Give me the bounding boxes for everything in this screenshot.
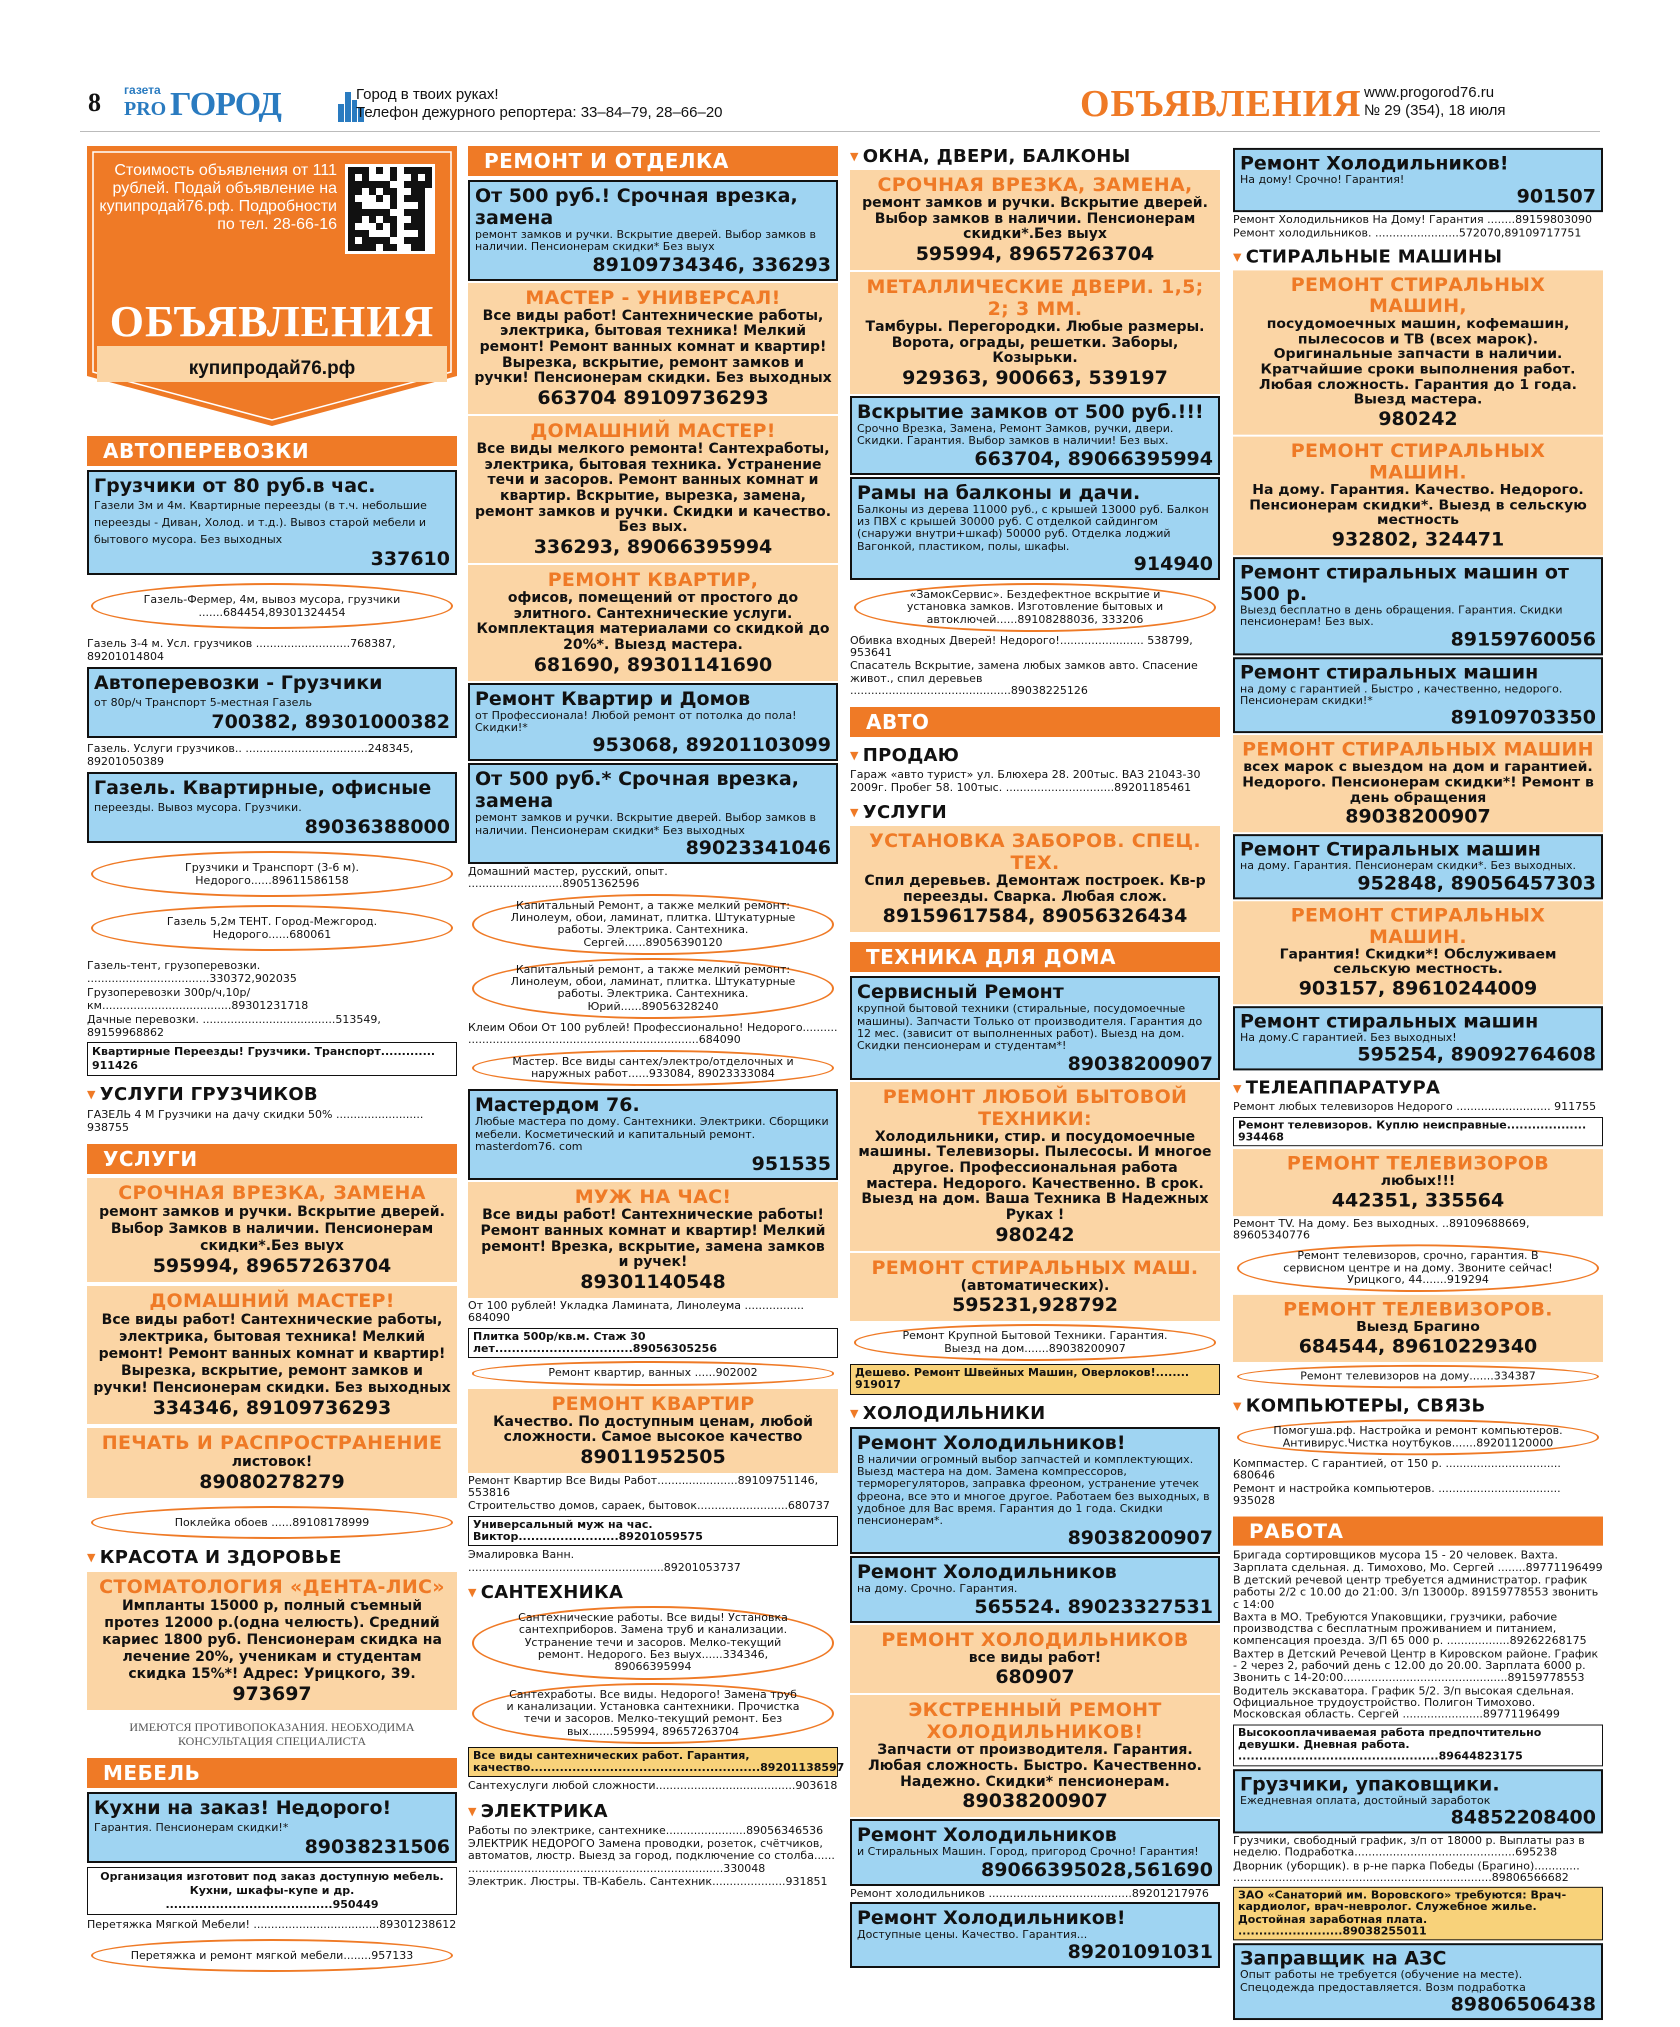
- logo-gorod-text: ГОРОД: [170, 86, 281, 123]
- ad-text: Все виды мелкого ремонта! Сантехработы, электрика, бытовая техника. Устранение течи и засоров. Ремонт ванных комнат и квартир. Вскрытие, вырезка, замена, ремонт замков и ручки. Скидки и качество. Без вых.: [474, 440, 832, 536]
- ad-heading: РЕМОНТ ТЕЛЕВИЗОРОВ.: [1283, 1299, 1553, 1321]
- ad-phone: 901507: [1516, 186, 1596, 208]
- ad-heading: РЕМОНТ СТИРАЛЬНЫХ МАШ.: [871, 1256, 1199, 1279]
- ad-phone: 337610: [370, 548, 450, 570]
- ad-phone: 89038200907: [1067, 1527, 1213, 1550]
- ad-line: Строительство домов, сараек, бытовок..........................680737: [468, 1499, 830, 1513]
- subsection-header: ▼ КОМПЬЮТЕРЫ, СВЯЗЬ: [1233, 1396, 1603, 1416]
- ad-line: Водитель экскаватора. График 5/2. З/п высокая сдельная. Официальное трудоустройство. Полигон Тимохово. Московская область. Сергей .......................89771196499: [1233, 1684, 1575, 1721]
- ad-box: Плитка 500р/кв.м. Стаж 30 лет.................................89056305256: [468, 1328, 838, 1359]
- ad-line: Сантехуслуги любой сложности........................................903618: [468, 1779, 838, 1793]
- ad-phone: 89080278279: [199, 1471, 345, 1493]
- ad-text: от Профессионала! Любой ремонт от потолка до пола! Скидки!*: [475, 708, 797, 735]
- ad-oval: Ремонт Крупной Бытовой Техники. Гарантия. Выезд на дом.......89038200907: [854, 1324, 1216, 1361]
- ad-block: [87, 470, 457, 575]
- ad-line: Бригада сортировщиков мусора 15 - 20 человек. Вахта. Зарплата сдельная. д. Тимохово, Мо. Сергей ........89771196499: [1233, 1548, 1603, 1574]
- ad-phone: 442351, 335564: [1331, 1189, 1505, 1212]
- ad-phone: 680907: [995, 1666, 1075, 1689]
- ad-block: [850, 976, 1220, 1079]
- ad-phone: 700382, 89301000382: [211, 711, 450, 733]
- tagline: [356, 86, 723, 122]
- ad-oval: Ремонт квартир, ванных ......902002: [472, 1361, 834, 1385]
- logo-pro-text: PRO: [124, 98, 167, 120]
- ad-phone: 89109703350: [1450, 707, 1596, 729]
- ad-oval: Мастер. Все виды сантех/электро/отделочных и наружных работ......933084, 89023333084: [472, 1050, 834, 1087]
- subsection-header: ▼ УСЛУГИ ГРУЗЧИКОВ: [87, 1084, 457, 1105]
- ad-heading: СТОМАТОЛОГИЯ «ДЕНТА-ЛИС»: [99, 1576, 445, 1598]
- section-title: ОБЪЯВЛЕНИЯ: [1080, 83, 1362, 125]
- subsection-header: ▼ ТЕЛЕАППАРАТУРА: [1233, 1078, 1603, 1098]
- ad-oval: Помогуша.рф. Настройка и ремонт компьютеров. Антивирус.Чистка ноутбуков.......89201120000: [1237, 1420, 1599, 1456]
- ad-line: Грузчики, свободный график, з/п от 18000 р. Выплаты раз в неделю. Подработка..............................................695238: [1233, 1834, 1585, 1859]
- ad-box: Все виды сантехнических работ. Гарантия, качество.......................................................89201138597: [468, 1747, 838, 1778]
- ad-phone: 973697: [232, 1683, 312, 1705]
- ad-line: Эмалировка Ванн. ........................................................89201053737: [468, 1548, 741, 1574]
- ad-oval: Ремонт телевизоров на дому.......334387: [1237, 1365, 1599, 1389]
- ad-text: офисов, помещений от простого до элитного. Сантехнические услуги. Комплектация материалами со скидкой до 20%*. Выезд мастера.: [476, 590, 830, 654]
- ad-block: [850, 477, 1220, 580]
- ad-text: Опыт работы не требуется (обучение на месте). Спецодежда предоставляется. Возм подработка: [1240, 1968, 1526, 1994]
- ad-heading: РЕМОНТ ЛЮБОЙ БЫТОВОЙ ТЕХНИКИ:: [882, 1085, 1188, 1130]
- ad-feature: [1233, 437, 1603, 556]
- ad-feature: [850, 826, 1220, 932]
- ad-oval: Газель 5,2м ТЕНТ. Город-Межгород. Недорого......680061: [91, 905, 453, 951]
- ad-text: Срочно Врезка, Замена, Ремонт Замков, ручки, двери. Скидки. Гарантия. Выбор замков в наличии! Без вых.: [857, 422, 1174, 448]
- ad-oval: «ЗамокСервис». Бездефектное вскрытие и установка замков. Изготовление бытовых и автоключей......89108288036, 333206: [854, 583, 1216, 632]
- ad-phone: 684544, 89610229340: [1298, 1335, 1538, 1358]
- ad-block: [1233, 557, 1603, 655]
- ad-block: [850, 396, 1220, 475]
- ad-text: На дому. Гарантия. Качество. Недорого. Пенсионерам скидки*. Выезд в сельскую местность: [1249, 482, 1587, 529]
- ad-phone: 89159617584, 89056326434: [882, 905, 1188, 928]
- ad-text: В наличии огромный выбор запчастей и комплектующих. Выезд мастера на дом. Замена компрессоров, терморегуляторов, заправка фреоном, устранение утечек фреона, все это и многое другое. Работаем без выходных, в удобное для Вас время. Гарантия до 1 года. Скидки пенсионерам*.: [857, 1452, 1210, 1528]
- ad-block: [87, 667, 457, 738]
- ad-feature: [850, 1625, 1220, 1694]
- ad-heading: ПЕЧАТЬ И РАСПРОСТРАНЕНИЕ: [101, 1432, 443, 1454]
- ad-line: Ремонт холодильников. ........................572070,89109717751: [1233, 226, 1582, 239]
- ad-phone: 595254, 89092764608: [1357, 1044, 1596, 1066]
- ad-heading: Ремонт стиральных машин от 500 р.: [1240, 562, 1569, 605]
- ad-feature: [1233, 735, 1603, 832]
- qr-code-icon[interactable]: [345, 164, 435, 254]
- section-header: АВТО: [850, 707, 1220, 737]
- ad-text: Гарантия. Пенсионерам скидки!*: [94, 1821, 289, 1834]
- medical-disclaimer: ИМЕЮТСЯ ПРОТИВОПОКАЗАНИЯ. НЕОБХОДИМА КОНСУЛЬТАЦИЯ СПЕЦИАЛИСТА: [129, 1720, 415, 1748]
- ad-heading: Грузчики, упаковщики.: [1240, 1773, 1500, 1796]
- ad-heading: РЕМОНТ СТИРАЛЬНЫХ МАШИН: [1242, 739, 1594, 761]
- ad-text: Любые мастера по дому. Сантехники. Электрики. Сборщики мебели. Косметический и капитальный ремонт. masterdom76. com: [475, 1115, 829, 1153]
- ad-line: Компмастер. С гарантией, от 150 р. ................................. 680646: [1233, 1457, 1561, 1482]
- ad-oval: Грузчики и Транспорт (3-6 м). Недорого......89611586158: [91, 851, 453, 897]
- tagline-slogan: Город в твоих руках!: [356, 86, 499, 103]
- ad-line: От 100 рублей! Укладка Ламината, Линолеума ................. 684090: [468, 1298, 804, 1325]
- ad-heading: СРОЧНАЯ ВРЕЗКА, ЗАМЕНА,: [877, 174, 1193, 196]
- ad-heading: РЕМОНТ КВАРТИР,: [547, 569, 759, 592]
- ad-text: листовок!: [231, 1454, 313, 1470]
- ad-text: Выезд бесплатно в день обращения. Гарантия. Скидки пенсионерам! Без вых.: [1240, 603, 1563, 629]
- ad-box: Дешево. Ремонт Швейных Машин, Оверлоков!........ 919017: [850, 1364, 1220, 1395]
- ad-phone: 89301140548: [580, 1270, 726, 1293]
- ad-heading: Газель. Квартирные, офисные: [94, 777, 432, 799]
- section-header: ТЕХНИКА ДЛЯ ДОМА: [850, 942, 1220, 972]
- ad-heading: Ремонт стиральных машин: [1240, 1010, 1539, 1033]
- masthead: [80, 78, 1600, 132]
- ad-phone: 951535: [751, 1153, 831, 1176]
- logo-small-text: газета: [124, 83, 161, 97]
- ad-text: На дому! Срочно! Гарантия!: [1240, 173, 1405, 186]
- subsection-header: ▼ ОКНА, ДВЕРИ, БАЛКОНЫ: [850, 146, 1220, 167]
- ad-heading: Автоперевозки - Грузчики: [94, 672, 383, 694]
- ad-line: Клеим Обои От 100 рублей! Профессионально! Недорого.......... ..................................................................684090: [468, 1021, 838, 1047]
- ad-oval: Капитальный Ремонт, а также мелкий ремонт: Линолеум, обои, ламинат, плитка. Штукатурные работы. Электрика. Сантехника. Сергей......89056390120: [472, 894, 834, 955]
- ad-heading: РЕМОНТ СТИРАЛЬНЫХ МАШИН,: [1290, 274, 1546, 318]
- ad-text: Тамбуры. Перегородки. Любые размеры. Ворота, ограды, решетки. Заборы, Козырьки.: [865, 319, 1205, 367]
- ad-phone: 903157, 89610244009: [1298, 977, 1538, 1000]
- ad-phone: 84852208400: [1450, 1807, 1596, 1829]
- ad-box: Высокооплачиваемая работа предпочтительно девушки. Дневная работа. ................................................89644823175: [1233, 1724, 1603, 1766]
- ad-heading: МУЖ НА ЧАС!: [574, 1186, 732, 1209]
- ad-block: [468, 1089, 838, 1180]
- ad-heading: От 500 руб.! Срочная врезка, замена: [475, 185, 798, 229]
- ad-line: ГАЗЕЛЬ 4 М Грузчики на дачу скидки 50% ......................... 938755: [87, 1108, 424, 1134]
- ad-line: В детский речевой центр требуется администратор. график работы 2/2 с 10.00 до 21:00. З/п 13000р. 89159778553 звонить с 14:00: [1233, 1573, 1599, 1611]
- ad-oval: Перетяжка и ремонт мягкой мебели........957133: [91, 1939, 453, 1972]
- ad-phone: 595994, 89657263704: [915, 243, 1155, 266]
- ad-feature: [87, 1572, 457, 1710]
- ad-text: на дому. Гарантия. Пенсионерам скидки*. Без выходных.: [1240, 859, 1577, 873]
- ad-line: Дворник (уборщик). в р-не парка Победы (Брагино)............. ..........................................................................89806566682: [1233, 1859, 1580, 1884]
- ad-text: ремонт замков и ручки. Вскрытие дверей. Выбор замков в наличии. Пенсионерам скидки* Без выух: [475, 228, 816, 254]
- section-header: РЕМОНТ И ОТДЕЛКА: [468, 146, 838, 176]
- ad-line: Вахтер в Детский Речевой Центр в Кировском районе. График - 2 через 2, рабочий день с 12.00 до 20.00. Зарплата 6000 р. Звонить с 14-20:00...............................................89159778553: [1233, 1647, 1599, 1685]
- ad-block: [850, 1556, 1220, 1622]
- ad-heading: Вскрытие замков от 500 руб.!!!: [857, 401, 1204, 424]
- ad-line: Ремонт холодильников .........................................89201217976: [850, 1886, 1209, 1900]
- ad-phone: 334346, 89109736293: [152, 1397, 392, 1419]
- ad-phone: 89066395028,561690: [981, 1858, 1213, 1881]
- ad-block: [850, 1902, 1220, 1968]
- ad-oval: Ремонт телевизоров, срочно, гарантия. В сервисном центре и на дому. Звоните сейчас! Урицкого, 44.......919294: [1237, 1245, 1599, 1293]
- ad-feature: [1233, 1295, 1603, 1362]
- ad-block: [87, 1792, 457, 1863]
- ad-feature: [87, 1178, 457, 1282]
- column-2: [468, 146, 845, 1889]
- ad-line: Ремонт Квартир Все Виды Работ.......................89109751146, 553816: [468, 1473, 819, 1500]
- ad-heading: ДОМАШНИЙ МАСТЕР!: [149, 1290, 395, 1312]
- ad-phone: 89159760056: [1450, 628, 1596, 651]
- subsection-header: ▼ ЭЛЕКТРИКА: [468, 1801, 838, 1822]
- ad-phone: 89011952505: [580, 1445, 726, 1468]
- ad-phone: 595994, 89657263704: [152, 1255, 392, 1277]
- ad-phone: 336293, 89066395994: [533, 536, 773, 559]
- ad-line: Ремонт любых телевизоров Недорого ........................... 911755: [1233, 1100, 1597, 1114]
- ad-block: [468, 180, 838, 281]
- ad-phone: 595231,928792: [952, 1294, 1118, 1317]
- ad-line: Перетяжка Мягкой Мебели! ....................................89301238612: [87, 1918, 457, 1931]
- ad-heading: ЭКСТРЕННЫЙ РЕМОНТ ХОЛОДИЛЬНИКОВ!: [908, 1699, 1162, 1744]
- ad-heading: Грузчики от 80 руб.в час.: [94, 475, 376, 497]
- ad-phone: 565524. 89023327531: [974, 1595, 1213, 1618]
- ad-text: посудомоечных машин, кофемашин, пылесосов и ТВ (всех марок). Оригинальные запчасти в наличии. Кратчайшие сроки выполнения работ. Любая сложность. Гарантия до 1 года. Выезд мастера.: [1259, 316, 1577, 408]
- ad-oval: Капитальный ремонт, а также мелкий ремонт: Линолеум, обои, ламинат, плитка. Штукатурные работы. Электрика. Сантехника. Юрий......89056328240: [472, 958, 834, 1019]
- ad-phone: 681690, 89301141690: [533, 653, 773, 676]
- ad-feature: [850, 272, 1220, 394]
- ad-block: [1233, 1006, 1603, 1070]
- ad-feature: [87, 1428, 457, 1498]
- ad-box: Организация изготовит под заказ доступную мебель. Кухни, шкафы-купе и др. ........................................950449: [87, 1867, 457, 1915]
- ad-text: все виды работ!: [968, 1649, 1102, 1666]
- ad-text: и Стиральных Машин. Город, пригород Срочно! Гарантия!: [857, 1845, 1199, 1859]
- ad-phone: 914940: [1133, 552, 1213, 575]
- ad-phone: 89109734346, 336293: [592, 253, 831, 276]
- ad-heading: РЕМОНТ СТИРАЛЬНЫХ МАШИН.: [1290, 440, 1546, 484]
- ad-heading: Ремонт Холодильников!: [857, 1431, 1126, 1454]
- ad-phone: 663704 89109736293: [537, 386, 769, 409]
- ad-line: Газель 3-4 м. Усл. грузчиков ...........................768387, 89201014804: [87, 637, 396, 663]
- ad-block: [1233, 1769, 1603, 1833]
- ad-oval: Поклейка обоев ......89108178999: [91, 1506, 453, 1539]
- ad-oval: Сантехработы. Все виды. Недорого! Замена труб и канализации. Установка сантехники. Прочистка течи и засоров. Мелко-текущий ремонт. Без вых.......595994, 89657263704: [472, 1683, 834, 1744]
- ad-block: [468, 683, 838, 762]
- ad-phone: 89038200907: [1345, 806, 1491, 828]
- ad-phone: 89036388000: [304, 816, 450, 838]
- ad-line: Спасатель Вскрытие, замена любых замков авто. Спасение живот., спил деревьев ..............................................89038225126: [850, 659, 1198, 698]
- ad-phone: 89806506438: [1450, 1993, 1596, 2016]
- column-1: [87, 146, 457, 1980]
- ad-text: Импланты 15000 р, полный съемный протез 12000 р.(одна челюсть). Средний кариес 1800 руб. Пенсионерам скидка на лечение 20%, ученикам и студентам скидка 15%*! Адрес: Урицкого, 39.: [102, 1598, 442, 1682]
- promo-title: ОБЪЯВЛЕНИЯ: [109, 297, 435, 346]
- ad-text: любых!!!: [1380, 1173, 1456, 1190]
- ad-phone: 980242: [1378, 408, 1458, 430]
- page-number: 8: [88, 88, 101, 117]
- ad-text: (автоматических).: [960, 1277, 1110, 1294]
- ad-box: Ремонт телевизоров. Куплю неисправные................... 934468: [1233, 1117, 1603, 1147]
- ad-text: ремонт замков и ручки. Вскрытие дверей. Выбор замков в наличии. Пенсионерам скидки* Без выходных: [475, 811, 816, 837]
- ad-text: Все виды работ! Сантехнические работы, электрика, бытовая техника! Мелкий ремонт! Ремонт ванных комнат и квартир! Вырезка, вскрытие, ремонт замков и ручки! Пенсионерам скидки. Без выходных: [474, 307, 832, 387]
- ad-heading: Мастердом 76.: [475, 1094, 640, 1117]
- section-header: УСЛУГИ: [87, 1144, 457, 1174]
- ad-feature: [468, 283, 838, 414]
- ad-text: ремонт замков и ручки. Вскрытие дверей. Выбор Замков в наличии. Пенсионерам скидки*.Без выух: [99, 1204, 445, 1254]
- ad-text: На дому.С гарантией. Без выходных!: [1240, 1031, 1457, 1045]
- ad-feature: [1233, 1149, 1603, 1216]
- ad-heading: ДОМАШНИЙ МАСТЕР!: [530, 419, 776, 442]
- ad-block: [850, 1427, 1220, 1555]
- ad-feature: [87, 1286, 457, 1424]
- ad-line: Дачные перевозки. ......................................513549, 89159968862: [87, 1013, 381, 1039]
- subsection-header: ▼ ХОЛОДИЛЬНИКИ: [850, 1403, 1220, 1424]
- ad-line: ЭЛЕКТРИК НЕДОРОГО Замена проводки, розеток, счётчиков, автоматов, люстр. Выезд за город, подключение со столба...... .........................................................................330048: [468, 1837, 835, 1875]
- ad-heading: Ремонт Холодильников!: [857, 1907, 1126, 1930]
- ad-text: Качество. По доступным ценам, любой сложности. Самое высокое качество: [493, 1413, 813, 1446]
- ad-heading: СРОЧНАЯ ВРЕЗКА, ЗАМЕНА: [118, 1182, 426, 1204]
- ad-oval: Газель-Фермер, 4м, вывоз мусора, грузчики .......684454,89301324454: [91, 583, 453, 629]
- promo-banner: [87, 146, 457, 426]
- ad-block: [1233, 1944, 1603, 2020]
- ad-feature: [468, 1182, 838, 1298]
- ad-text: от 80р/ч Транспорт 5-местная Газель: [94, 696, 312, 709]
- ad-text: переезды. Вывоз мусора. Грузчики.: [94, 801, 302, 814]
- ad-phone: 929363, 900663, 539197: [902, 367, 1168, 390]
- ad-heading: От 500 руб.* Срочная врезка, замена: [475, 768, 799, 813]
- promo-text: Стоимость объявления от 111 рублей. Подай объявление на купипродай76.рф. Подробности по тел. 28-66-16: [99, 162, 337, 233]
- ad-feature: [1233, 901, 1603, 1004]
- ad-heading: РЕМОНТ КВАРТИР: [551, 1392, 755, 1415]
- ad-text: Ежедневная оплата, достойный заработок: [1240, 1794, 1491, 1807]
- ad-heading: Ремонт стиральных машин: [1240, 661, 1539, 684]
- column-4: [1233, 146, 1603, 2022]
- ad-heading: Рамы на балконы и дачи.: [857, 481, 1141, 504]
- ad-heading: Ремонт Холодильников!: [1240, 152, 1509, 175]
- ad-phone: 89038231506: [304, 1836, 450, 1858]
- ad-phone: 980242: [995, 1223, 1075, 1246]
- ad-heading: Ремонт Холодильников: [857, 1824, 1117, 1847]
- ad-box: ЗАО «Санаторий им. Воровского» требуются: Врач-кардиолог, врач-невролог. Служебное жилье. Достойная заработная плата. .........................89038255011: [1233, 1887, 1603, 1941]
- ad-text: Выезд Брагино: [1356, 1319, 1480, 1336]
- ad-block: [87, 772, 457, 843]
- ad-heading: Ремонт Квартир и Домов: [475, 687, 751, 710]
- promo-site[interactable]: купипродай76.рф: [188, 358, 356, 379]
- ad-text: Все виды работ! Сантехнические работы! Ремонт ванных комнат и квартир! Мелкий ремонт! Врезка, вскрытие, замена замков и ручек!: [480, 1207, 826, 1271]
- ad-heading: УСТАНОВКА ЗАБОРОВ. СПЕЦ. ТЕХ.: [869, 830, 1201, 875]
- ad-line: Гараж «авто турист» ул. Блюхера 28. 200тыс. ВАЗ 21043-30 2009г. Пробег 58. 100тыс. ...............................89201185461: [850, 768, 1201, 794]
- section-header: АВТОПЕРЕВОЗКИ: [87, 436, 457, 466]
- section-header: МЕБЕЛЬ: [87, 1758, 457, 1788]
- ad-line: Ремонт и настройка компьютеров. ................................... 935028: [1233, 1482, 1561, 1507]
- subsection-header: ▼ ПРОДАЮ: [850, 745, 1220, 766]
- site-link[interactable]: www.progorod76.ru: [1364, 84, 1495, 101]
- ad-phone: 952848, 89056457303: [1357, 872, 1596, 895]
- ad-text: на дому. Срочно. Гарантия.: [857, 1582, 1018, 1596]
- ad-block: [1233, 148, 1603, 212]
- issue-number: № 29 (354), 18 июля: [1364, 102, 1506, 119]
- ad-phone: 89038200907: [962, 1790, 1108, 1813]
- section-header: РАБОТА: [1233, 1517, 1603, 1546]
- ad-feature: [850, 1253, 1220, 1322]
- ad-text: ремонт замков и ручки. Вскрытие дверей. Выбор замков в наличии. Пенсионерам скидки*.Без выух: [862, 195, 1208, 243]
- ad-text: Гарантия! Скидки*! Обслуживаем сельскую местность.: [1279, 946, 1557, 978]
- subsection-header: ▼ КРАСОТА И ЗДОРОВЬЕ: [87, 1547, 457, 1568]
- ad-phone: 89038200907: [1067, 1052, 1213, 1075]
- ad-heading: РЕМОНТ ХОЛОДИЛЬНИКОВ: [881, 1628, 1189, 1651]
- ad-feature: [1233, 270, 1603, 434]
- ad-feature: [850, 1695, 1220, 1817]
- ad-phone: 953068, 89201103099: [592, 734, 831, 757]
- newspaper-logo: [124, 84, 364, 126]
- ad-line: Электрик. Люстры. ТВ-Кабель. Сантехник.....................931851: [468, 1875, 828, 1889]
- ad-line: Ремонт Холодильников На Дому! Гарантия ........89159803090: [1233, 213, 1593, 227]
- ad-text: крупной бытовой техники (стиральные, посудомоечные машины). Запчасти Только от производителя. Гарантия до 12 мес. (зависит от выполненных работ). Выезд на дом. Скидки пенсионерам и студентам*!: [857, 1002, 1203, 1053]
- ad-box: Универсальный муж на час. Виктор........................89201059575: [468, 1516, 838, 1547]
- ad-phone: 89023341046: [685, 836, 831, 859]
- ad-line: Вахта в МО. Требуются Упаковщики, грузчики, рабочие производства с бесплатным проживанием и питанием, компенсация проезда. З/П 65 000 р. ..................89262268175: [1233, 1610, 1587, 1648]
- ad-feature: [468, 565, 838, 681]
- ad-text: Холодильники, стир. и посудомоечные машины. Телевизоры. Пылесосы. И многое другое. Профессиональная работа мастера. Недорого. Качественно. В срок. Выезд на дом. Ваша Техника В Надежных Руках !: [858, 1128, 1212, 1223]
- ad-line: Газель-тент, грузоперевозки. ...................................330372,902035: [87, 959, 297, 985]
- ad-text: Доступные цены. Качество. Гарантия...: [857, 1928, 1088, 1942]
- ad-feature: [468, 1389, 838, 1473]
- ad-text: Спил деревьев. Демонтаж построек. Кв-р переезды. Сварка. Любая слож.: [864, 873, 1206, 905]
- ad-block: [1233, 834, 1603, 898]
- ad-line: Обивка входных Дверей! Недорого!........................ 538799, 953641: [850, 633, 1193, 660]
- ad-heading: МЕТАЛЛИЧЕСКИЕ ДВЕРИ. 1,5; 2; 3 ММ.: [866, 276, 1204, 321]
- ad-heading: Заправщик на АЗС: [1240, 1948, 1447, 1970]
- ad-line: Ремонт TV. На дому. Без выходных. ..89109688669, 89605340776: [1233, 1216, 1530, 1242]
- ad-heading: МАСТЕР - УНИВЕРСАЛ!: [525, 286, 781, 309]
- ad-heading: Ремонт Стиральных машин: [1240, 839, 1541, 861]
- ad-text: Газели 3м и 4м. Квартирные переезды (в т.ч. небольшие переезды - Диван, Холод. и т.д.). Вывоз старой мебели и бытового мусора. Без выходных: [94, 499, 427, 546]
- column-3: [850, 146, 1220, 1970]
- ad-feature: [850, 170, 1220, 270]
- tagline-phone: Телефон дежурного репортера: 33–84–79, 28–66–20: [356, 104, 723, 121]
- ad-feature: [850, 1082, 1220, 1251]
- ad-text: всех марок с выездом на дом и гарантией. Недорого. Пенсионерам скидки*! Ремонт в день обращения: [1242, 759, 1594, 806]
- ad-block: [1233, 657, 1603, 733]
- ad-heading: Ремонт Холодильников: [857, 1561, 1117, 1584]
- ad-line: Грузоперевозки 300р/ч,10р/км.....................................89301231718: [87, 986, 309, 1012]
- subsection-header: ▼ САНТЕХНИКА: [468, 1582, 838, 1603]
- ad-phone: 932802, 324471: [1331, 528, 1505, 551]
- subsection-header: ▼ СТИРАЛЬНЫЕ МАШИНЫ: [1233, 247, 1603, 267]
- ad-feature: [468, 416, 838, 563]
- ad-block: [850, 1819, 1220, 1885]
- ad-text: Запчасти от производителя. Гарантия. Любая сложность. Быстро. Качественно. Надежно. Скидки* пенсионерам.: [868, 1742, 1202, 1790]
- ad-text: Все виды работ! Сантехнические работы, электрика, бытовая техника! Мелкий ремонт! Ремонт ванных комнат и квартир! Вырезка, вскрытие, ремонт замков и ручки! Пенсионерам скидки. Без выходных: [93, 1312, 451, 1396]
- ad-heading: Кухни на заказ! Недорого!: [94, 1797, 392, 1819]
- ad-block: [468, 763, 838, 864]
- ad-line: Газель. Услуги грузчиков.. ...................................248345, 89201050389: [87, 742, 414, 768]
- ad-box: Квартирные Переезды! Грузчики. Транспорт............. 911426: [87, 1042, 457, 1076]
- ad-heading: Сервисный Ремонт: [857, 981, 1064, 1004]
- ad-heading: РЕМОНТ ТЕЛЕВИЗОРОВ: [1286, 1153, 1550, 1175]
- ad-oval: Сантехнические работы. Все виды! Установка сантехприборов. Замена труб и канализации. Устранение течи и засоров. Мелко-текущий ремонт. Недорого. Без выух......334346, 89066395994: [472, 1606, 834, 1680]
- ad-phone: 89201091031: [1067, 1941, 1213, 1964]
- ad-line: Домашний мастер, русский, опыт. ...........................89051362596: [468, 864, 668, 891]
- issue-info: [1364, 84, 1506, 120]
- ad-phone: 663704, 89066395994: [974, 447, 1213, 470]
- ad-text: Балконы из дерева 11000 руб., с крышей 13000 руб. Балкон из ПВХ с крышей 30000 руб. С отделкой сайдингом (снаружи внутри+шкаф) 50000 руб. Отделка лоджий Вагонкой, пластиком, полы, шкафы.: [857, 502, 1209, 553]
- subsection-header: ▼ УСЛУГИ: [850, 802, 1220, 823]
- ad-text: на дому с гарантией . Быстро , качественно, недорого. Пенсионерам скидки!*: [1240, 682, 1563, 707]
- ad-heading: РЕМОНТ СТИРАЛЬНЫХ МАШИН.: [1290, 904, 1546, 948]
- ad-line: Работы по электрике, сантехнике.......................89056346536: [468, 1823, 824, 1837]
